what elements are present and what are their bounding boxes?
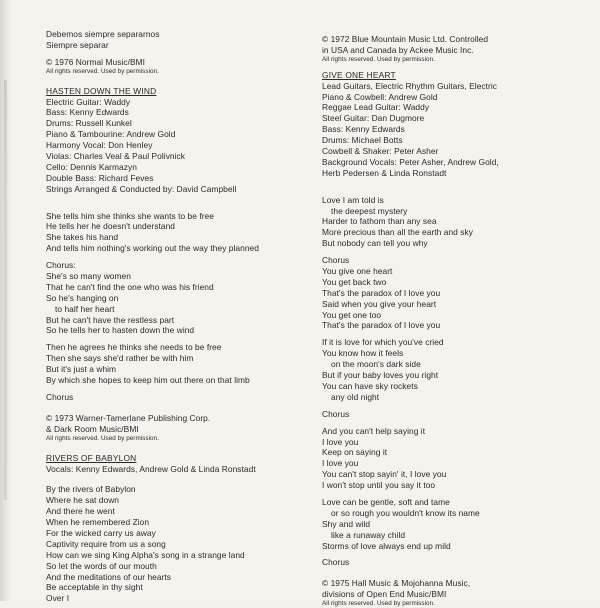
lyric-line: She takes his hand bbox=[46, 232, 119, 243]
top-rights: All rights reserved. Used by permission. bbox=[322, 55, 435, 63]
intro-copyright: © 1976 Normal Music/BMI bbox=[46, 56, 146, 67]
lyric-line: Then he agrees he thinks she needs to be free bbox=[46, 342, 222, 353]
lyric-line: And the meditations of our hearts bbox=[46, 571, 172, 582]
lyric-line: any old night bbox=[331, 391, 380, 402]
chorus-ref: Chorus bbox=[322, 408, 350, 419]
lyric-line: Love I am told is bbox=[322, 194, 384, 205]
lyric-line: She tells him she thinks she wants to be free bbox=[46, 210, 214, 221]
credit-line: Violas: Charles Veal & Paul Polivnick bbox=[46, 151, 186, 162]
song-title-give-one-heart: GIVE ONE HEART bbox=[322, 69, 396, 80]
credit-line: Piano & Tambourine: Andrew Gold bbox=[46, 129, 176, 140]
song-copyright: © 1973 Warner-Tamerlane Publishing Corp. bbox=[46, 412, 211, 423]
lyric-line: You can't stop sayin' it, I love you bbox=[322, 469, 447, 480]
lyric-line: or so rough you wouldn't know its name bbox=[331, 507, 480, 518]
lyric-line: on the moon's dark side bbox=[331, 359, 421, 370]
song-rights: All rights reserved. Used by permission. bbox=[322, 600, 435, 608]
credit-line: Lead Guitars, Electric Rhythm Guitars, Electric bbox=[322, 80, 498, 91]
lyric-line: Keep on saying it bbox=[322, 447, 388, 458]
credit-line: Strings Arranged & Conducted by: David Campbell bbox=[46, 183, 237, 194]
lyric-line: You get one too bbox=[322, 309, 382, 320]
credit-line: Vocals: Kenny Edwards, Andrew Gold & Linda Ronstadt bbox=[46, 463, 256, 474]
lyric-line: And there he went bbox=[46, 506, 115, 517]
top-copyright: © 1972 Blue Mountain Music Ltd. Controlled bbox=[322, 34, 489, 44]
credit-line: Double Bass: Richard Feves bbox=[46, 172, 154, 183]
song-copyright: © 1975 Hall Music & Mojohanna Music, bbox=[322, 578, 471, 589]
credit-line: Cello: Dennis Karmazyn bbox=[46, 161, 137, 172]
lyric-line: I love you bbox=[322, 458, 359, 469]
lyric-line: By the rivers of Babylon bbox=[46, 484, 136, 495]
left-column bbox=[46, 29, 296, 604]
lyric-line: So let the words of our mouth bbox=[46, 560, 157, 571]
credit-line: Bass: Kenny Edwards bbox=[46, 107, 129, 118]
intro-rights: All rights reserved. Used by permission. bbox=[46, 67, 159, 75]
intro-line: Siempre separar bbox=[46, 39, 109, 50]
lyric-line: Then she says she'd rather be with him bbox=[46, 353, 194, 364]
credit-line: Drums: Russell Kunkel bbox=[46, 118, 132, 129]
top-copyright: in USA and Canada by Ackee Music Inc. bbox=[322, 44, 474, 55]
lyric-line: That he can't find the one who was his friend bbox=[46, 281, 214, 292]
song-title-hasten-down-the-wind: HASTEN DOWN THE WIND bbox=[46, 85, 157, 96]
intro-line: Debemos siempre separarnos bbox=[46, 29, 160, 39]
credit-line: Bass: Kenny Edwards bbox=[322, 124, 405, 135]
lyric-line: And you can't help saying it bbox=[322, 425, 426, 436]
lyric-line: Storms of love always end up mild bbox=[322, 540, 451, 551]
lyric-line: And tells him nothing's working out the way they planned bbox=[46, 243, 259, 254]
page-edge-shadow bbox=[0, 0, 14, 601]
lyric-line: Said when you give your heart bbox=[322, 298, 437, 309]
credit-line: Drums: Michael Botts bbox=[322, 135, 403, 146]
lyric-line: You can have sky rockets bbox=[322, 380, 418, 391]
chorus-ref: Chorus bbox=[46, 391, 74, 402]
lyric-line: like a runaway child bbox=[331, 529, 406, 540]
lyric-line: Be acceptable in thy sight bbox=[46, 582, 143, 593]
lyric-line: But nobody can tell you why bbox=[322, 238, 428, 249]
lyric-line: You know how it feels bbox=[322, 348, 404, 359]
lyric-line: to half her heart bbox=[55, 303, 115, 314]
lyric-line: Over I bbox=[46, 593, 70, 604]
lyric-line: Where he sat down bbox=[46, 495, 120, 506]
lyric-line: If it is love for which you've cried bbox=[322, 337, 444, 348]
lyric-line: Shy and wild bbox=[322, 518, 371, 529]
lyric-line: But he can't have the restless part bbox=[46, 314, 175, 325]
lyric-line: I love you bbox=[322, 436, 359, 447]
credit-line: Herb Pedersen & Linda Ronstadt bbox=[322, 167, 447, 178]
song-title-rivers-of-babylon: RIVERS OF BABYLON bbox=[46, 452, 137, 463]
lyric-line: You give one heart bbox=[322, 266, 393, 277]
credit-line: Steel Guitar: Dan Dugmore bbox=[322, 113, 425, 124]
lyric-line: That's the paradox of I love you bbox=[322, 287, 441, 298]
song-copyright: & Dark Room Music/BMI bbox=[46, 423, 139, 434]
chorus-label: Chorus: bbox=[46, 260, 76, 271]
lyric-line: But if your baby loves you right bbox=[322, 370, 439, 381]
lyric-line: For the wicked carry us away bbox=[46, 527, 156, 538]
credit-line: Electric Guitar: Waddy bbox=[46, 96, 131, 107]
lyric-line: That's the paradox of I love you bbox=[322, 320, 441, 331]
lyric-line: When he remembered Zion bbox=[46, 517, 150, 528]
lyric-line: She's so many women bbox=[46, 271, 131, 282]
song-rights: All rights reserved. Used by permission. bbox=[46, 434, 159, 442]
lyric-line: More precious than all the earth and sky bbox=[322, 227, 473, 238]
song-copyright: divisions of Open End Music/BMI bbox=[322, 589, 447, 600]
lyric-line: the deepest mystery bbox=[331, 205, 408, 216]
chorus-ref: Chorus bbox=[322, 557, 350, 568]
lyric-line: Love can be gentle, soft and tame bbox=[322, 496, 450, 507]
credit-line: Piano & Cowbell: Andrew Gold bbox=[322, 91, 438, 102]
right-column bbox=[322, 34, 592, 608]
lyric-line: So he tells her to hasten down the wind bbox=[46, 325, 195, 336]
chorus-label: Chorus bbox=[322, 255, 350, 266]
credit-line: Cowbell & Shaker: Peter Asher bbox=[322, 146, 439, 157]
credit-line: Background Vocals: Peter Asher, Andrew Gold, bbox=[322, 156, 499, 167]
page-crease bbox=[4, 80, 7, 500]
credit-line: Harmony Vocal: Don Henley bbox=[46, 140, 153, 151]
lyric-line: But it's just a whim bbox=[46, 364, 117, 375]
credit-line: Reggae Lead Guitar: Waddy bbox=[322, 102, 430, 113]
lyric-line: He tells her he doesn't understand bbox=[46, 221, 176, 232]
lyric-line: You get back two bbox=[322, 276, 387, 287]
lyric-line: I won't stop until you say it too bbox=[322, 480, 436, 491]
lyric-line: How can we sing King Alpha's song in a strange land bbox=[46, 549, 245, 560]
lyric-line: Captivity require from us a song bbox=[46, 538, 166, 549]
lyric-line: So he's hanging on bbox=[46, 292, 119, 303]
lyric-line: By which she hopes to keep him out there on that limb bbox=[46, 375, 250, 386]
lyric-line: Harder to fathom than any sea bbox=[322, 216, 437, 227]
